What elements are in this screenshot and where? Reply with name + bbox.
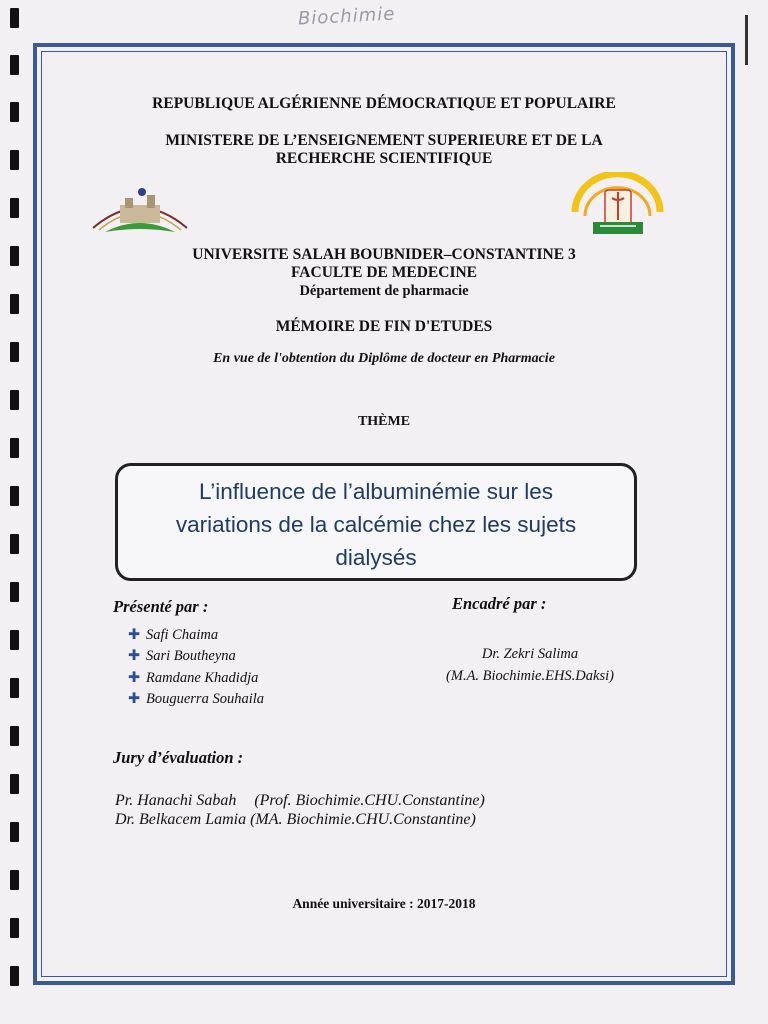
supervisor-label: Encadré par : [452, 594, 547, 613]
student-item [128, 670, 258, 687]
student-name: Sari Boutheyna [146, 648, 236, 664]
cross-bullet-icon: ✚ [128, 627, 141, 643]
university-logo [85, 180, 195, 240]
jury-member-title: (MA. Biochimie.CHU.Constantine) [250, 811, 476, 828]
student-name: Bouguerra Souhaila [146, 691, 265, 707]
presented-label: Présenté par : [113, 597, 209, 616]
jury-member-name: Pr. Hanachi Sabah [115, 792, 237, 809]
student-item [128, 691, 264, 708]
faculty-logo [565, 172, 670, 238]
student-name: Ramdane Khadidja [146, 670, 259, 686]
theme-line-3: dialysés [335, 545, 417, 570]
faculty-name: FACULTE DE MEDECINE [290, 264, 478, 281]
supervisor-name: Dr. Zekri Salima [481, 646, 579, 662]
margin-mark [745, 15, 748, 65]
theme-line-1: L’influence de l’albuminémie sur les [199, 479, 553, 504]
memoire-subtitle: En vue de l'obtention du Diplôme de docteur en Pharmacie [213, 351, 555, 366]
jury-label: Jury d’évaluation : [113, 748, 244, 767]
department-name: Département de pharmacie [299, 283, 469, 299]
university-name: UNIVERSITE SALAH BOUBNIDER–CONSTANTINE 3 [192, 246, 576, 263]
theme-title [115, 475, 637, 574]
theme-label: THÈME [357, 414, 411, 429]
student-item [128, 648, 236, 665]
header-republic: REPUBLIQUE ALGÉRIENNE DÉMOCRATIQUE ET POPULAIRE [152, 95, 616, 112]
handwritten-note: Biochimie [297, 3, 396, 30]
jury-member-2 [115, 811, 476, 829]
jury-member-name: Dr. Belkacem Lamia [115, 811, 247, 828]
student-item [128, 627, 218, 644]
header-ministry: MINISTERE DE L’ENSEIGNEMENT SUPERIEURE ET DE LA [165, 132, 603, 149]
header-research: RECHERCHE SCIENTIFIQUE [275, 150, 493, 167]
supervisor-title: (M.A. Biochimie.EHS.Daksi) [446, 668, 614, 684]
student-name: Safi Chaima [146, 627, 219, 643]
jury-member-1 [115, 792, 485, 810]
academic-year: Année universitaire : 2017-2018 [292, 896, 476, 911]
cross-bullet-icon: ✚ [128, 648, 141, 664]
theme-line-2: variations de la calcémie chez les sujets [175, 512, 577, 537]
jury-member-title: (Prof. Biochimie.CHU.Constantine) [254, 792, 485, 809]
cross-bullet-icon: ✚ [128, 691, 141, 707]
memoire-title: MÉMOIRE DE FIN D'ETUDES [275, 318, 493, 335]
cross-bullet-icon: ✚ [128, 670, 141, 686]
